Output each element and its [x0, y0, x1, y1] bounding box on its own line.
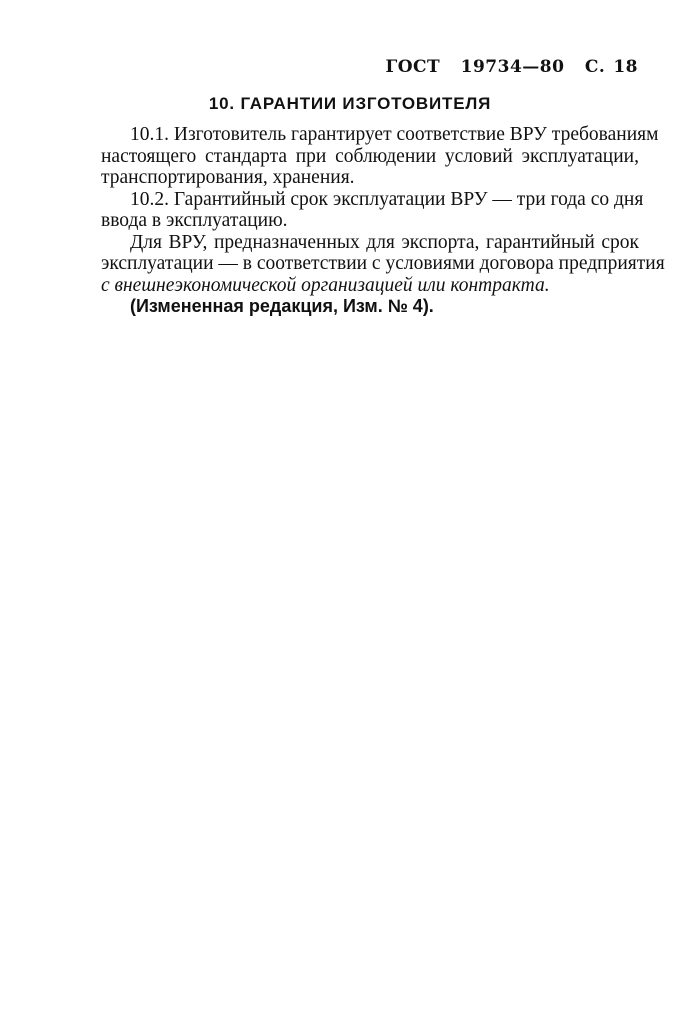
- document-body: [101, 124, 665, 318]
- page-label: С.: [584, 57, 606, 77]
- paragraph-10-1-line-2: настоящего стандарта при соблюдении условий эксплуатации,: [101, 145, 639, 167]
- standard-number: 19734—80: [460, 57, 565, 77]
- paragraph-10-2-line-1: 10.2. Гарантийный срок эксплуатации ВРУ — три года со дня: [130, 188, 644, 210]
- export-paragraph-line-3: с внешнеэкономической организацией или контракта.: [101, 274, 550, 296]
- export-paragraph-line-2: эксплуатации — в соответствии с условиями договора предприятия: [101, 253, 665, 274]
- standard-label: ГОСТ: [385, 57, 441, 77]
- paragraph-10-1-line-1: 10.1. Изготовитель гарантирует соответствие ВРУ требованиям: [130, 124, 659, 145]
- page-number: 18: [613, 57, 638, 77]
- amendment-note: (Измененная редакция, Изм. № 4).: [130, 296, 434, 316]
- export-paragraph-line-1: Для ВРУ, предназначенных для экспорта, гарантийный срок: [130, 231, 639, 253]
- paragraph-10-1-line-3: транспортирования, хранения.: [101, 167, 355, 188]
- paragraph-10-2-line-2: ввода в эксплуатацию.: [101, 210, 288, 231]
- section-title: 10. ГАРАНТИИ ИЗГОТОВИТЕЛЯ: [208, 94, 492, 113]
- page-header: [385, 57, 638, 77]
